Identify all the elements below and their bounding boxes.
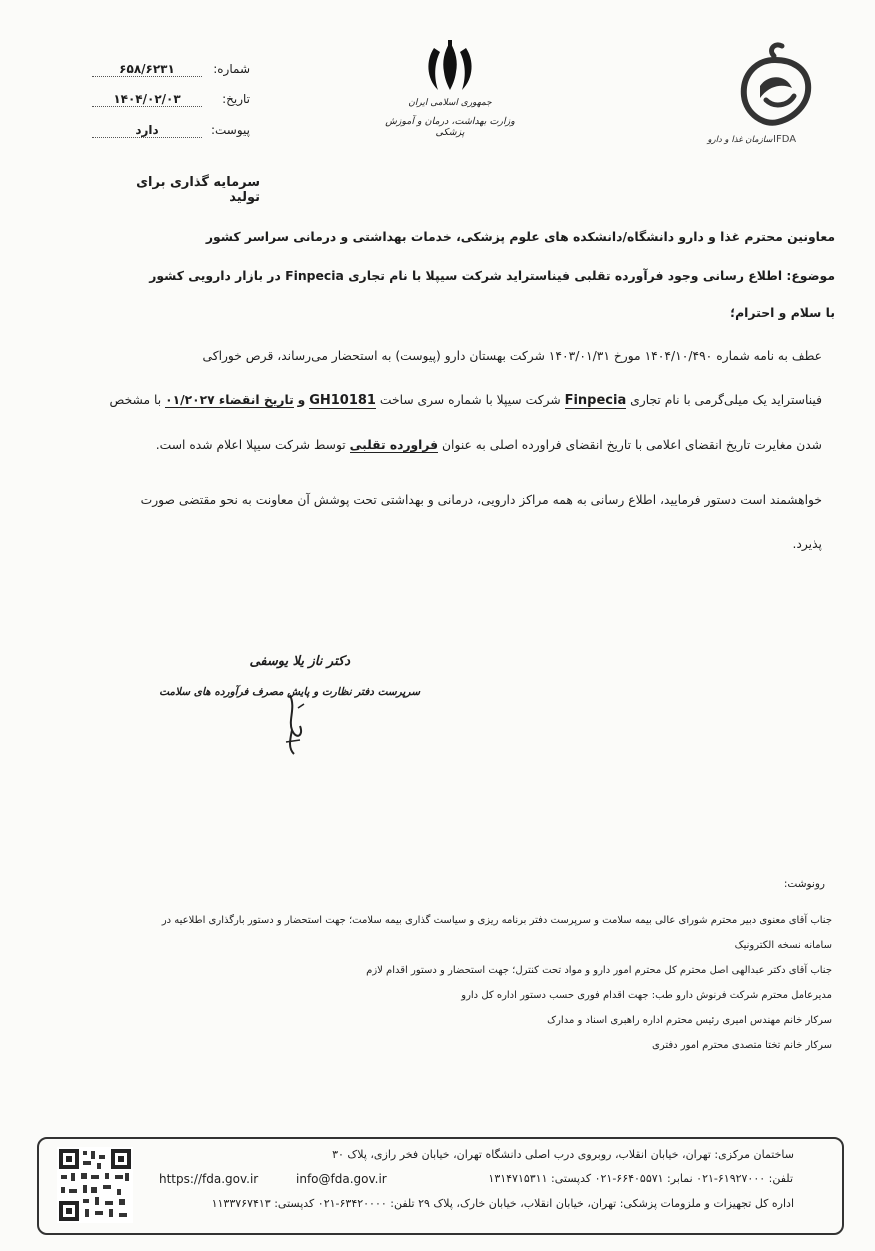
qr-code-icon xyxy=(57,1147,133,1223)
emblem-line1: جمهوری اسلامی ایران xyxy=(408,98,492,108)
brand-name: Finpecia xyxy=(564,393,627,408)
ifda-logo xyxy=(705,38,825,153)
letter-recipient: معاونین محترم غذا و دارو دانشگاه/دانشکده های علوم پزشکی، خدمات بهداشتی و درمانی سراسر کشور xyxy=(205,229,835,244)
ifda-logo-abbr: IFDA xyxy=(773,134,797,145)
letter-attachment-row xyxy=(40,123,250,143)
p1-c-text1: شدن مغایرت تاریخ انقضای اعلامی با تاریخ انقضای فراورده اصلی به عنوان xyxy=(442,438,822,452)
cc-list xyxy=(70,908,832,1058)
footer xyxy=(37,1137,844,1235)
p1-b-text2: شرکت سیپلا با شماره سری ساخت xyxy=(379,393,561,407)
footer-contact-row xyxy=(141,1172,793,1192)
letter-greeting: با سلام و احترام؛ xyxy=(730,305,835,320)
letter-number-label: شماره: xyxy=(213,62,250,76)
cc-item: جناب آقای دکتر عبدالهی اصل محترم کل محترم امور دارو و مواد تحت کنترل؛ جهت استحضار و دستور اقدام لازم xyxy=(366,965,832,976)
letter-date-value: ۱۴۰۴/۰۲/۰۳ xyxy=(92,92,202,107)
ifda-logo-text: سازمان غذا و دارو xyxy=(707,135,773,145)
p1-line-b xyxy=(40,378,822,423)
letter-date-label: تاریخ: xyxy=(222,92,250,106)
emblem-line2: وزارت بهداشت، درمان و آموزش پزشکی xyxy=(385,116,515,138)
iran-emblem xyxy=(385,38,515,146)
cc-heading: رونوشت: xyxy=(783,878,825,890)
signer-title: سرپرست دفتر نظارت و پایش مصرف فرآورده های سلامت xyxy=(159,686,420,698)
letter-number-row xyxy=(40,62,250,82)
p1-b-text1: فیناستراید یک میلی‌گرمی با نام تجاری xyxy=(630,393,822,407)
cc-item: جناب آقای معنوی دبیر محترم شورای عالی بیمه سلامت و سرپرست دفتر برنامه ریزی و سیاست گذاری بیمه سلامت؛ جهت استحضار و دستور بارگذاری اطلاعیه در xyxy=(161,915,832,926)
p1-b-text3: با مشخص xyxy=(109,393,162,407)
counterfeit-label: فراورده تقلبی xyxy=(349,438,439,452)
batch-number: GH10181 xyxy=(309,393,376,408)
letter-attachment-label: پیوست: xyxy=(210,123,250,137)
cc-item: سرکار خانم تختا متصدی محترم امور دفتری xyxy=(652,1040,832,1051)
footer-email[interactable]: info@fda.gov.ir xyxy=(296,1172,387,1186)
p1-line-a: عطف به نامه شماره ۱۴۰۴/۱۰/۴۹۰ مورخ ۱۴۰۳/۰۱/۳۱ شرکت بهستان دارو (پیوست) به استحضار می‌رساند، قرص خوراکی xyxy=(202,349,822,363)
ifda-logo-icon xyxy=(730,38,820,133)
cc-item: سامانه نسخه الکترونیک xyxy=(734,940,832,951)
signer-name: دکتر ناز یلا یوسفی xyxy=(249,654,350,669)
letter-paragraph-2 xyxy=(40,478,822,566)
letter-subject: موضوع: اطلاع رسانی وجود فرآورده تقلبی فیناستراید شرکت سیپلا با نام تجاری Finpecia در بازار دارویی کشور xyxy=(149,268,835,283)
p1-line-c xyxy=(40,423,822,467)
footer-address: ساختمان مرکزی: تهران، خیابان انقلاب، روبروی درب اصلی دانشگاه تهران، خیابان فخر رازی، پلاک ۳۰ xyxy=(332,1148,794,1161)
letter-attachment-value: دارد xyxy=(92,123,202,138)
cc-item: مدیرعامل محترم شرکت فرنوش دارو طب: جهت اقدام فوری حسب دستور اداره کل دارو xyxy=(461,990,832,1001)
p2-line-b: پذیرد. xyxy=(792,537,822,551)
slogan: سرمایه گذاری برای تولید xyxy=(136,175,260,205)
handwritten-signature xyxy=(270,690,320,760)
letter-paragraph-1 xyxy=(40,334,822,467)
footer-phone: تلفن: ۶۱۹۲۷۰۰۰-۰۲۱ نمابر: ۶۶۴۰۵۵۷۱-۰۲۱ کدپستی: ۱۳۱۴۷۱۵۳۱۱ xyxy=(488,1172,793,1185)
emblem-icon xyxy=(422,38,478,96)
letter-date-row xyxy=(40,92,250,112)
letter-number-value: ۶۵۸/۶۲۳۱ xyxy=(92,62,202,77)
footer-website[interactable]: https://fda.gov.ir xyxy=(159,1172,259,1186)
p1-b-and: و xyxy=(297,393,306,407)
expiry-date: تاریخ انقضاء ۰۱/۲۰۲۷ xyxy=(165,393,294,407)
footer-equipment-office: اداره کل تجهیزات و ملزومات پزشکی: تهران، خیابان انقلاب، خیابان خارک، پلاک ۲۹ تلفن: ۶۳۴۲۰۰۰۰-۰۲۱ کدپستی: ۱۱۳۳۷۶۷۴۱۳ xyxy=(211,1197,794,1210)
cc-item: سرکار خانم مهندس امیری رئیس محترم اداره راهبری اسناد و مدارک xyxy=(547,1015,832,1026)
p1-c-text2: توسط شرکت سیپلا اعلام شده است. xyxy=(155,438,346,452)
p2-line-a: خواهشمند است دستور فرمایید، اطلاع رسانی به همه مراکز دارویی، درمانی و بهداشتی تحت پوشش آن معاونت به نحو مقتضی صورت xyxy=(140,493,822,507)
